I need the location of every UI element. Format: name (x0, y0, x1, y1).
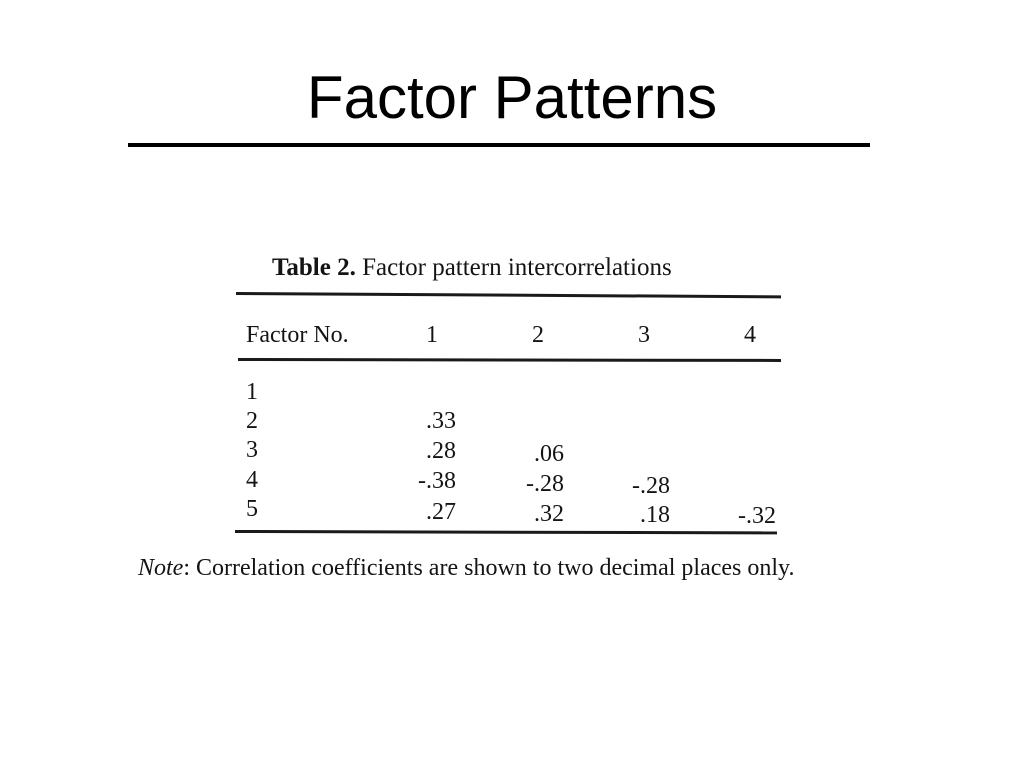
cell-r3-c1: .28 (426, 438, 456, 464)
table-bottom-rule (235, 530, 777, 534)
cell-r5-c4: -.32 (738, 503, 776, 529)
header-factor-no: Factor No. (246, 322, 349, 348)
row-label-2: 2 (246, 408, 258, 434)
cell-r2-c1: .33 (426, 408, 456, 434)
header-col-3: 3 (638, 322, 650, 348)
slide-title: Factor Patterns (306, 64, 718, 131)
table-top-rule (236, 292, 781, 298)
cell-r4-c1: -.38 (418, 468, 456, 494)
header-col-2: 2 (532, 322, 544, 348)
cell-r5-c1: .27 (426, 499, 456, 525)
table-caption (272, 250, 672, 286)
cell-r4-c3: -.28 (632, 473, 670, 499)
note-label: Note (138, 555, 184, 581)
table-header-rule (238, 358, 781, 362)
table-note (138, 551, 794, 585)
cell-r5-c3: .18 (640, 502, 670, 528)
row-label-4: 4 (246, 467, 258, 493)
cell-r3-c2: .06 (534, 441, 564, 467)
cell-r4-c2: -.28 (526, 471, 564, 497)
table-caption-text: Factor pattern intercorrelations (362, 254, 672, 281)
row-label-5: 5 (246, 496, 258, 522)
header-col-1: 1 (426, 322, 438, 348)
table-caption-label: Table 2. (272, 254, 356, 281)
header-col-4: 4 (744, 322, 756, 348)
note-text: : Correlation coefficients are shown to two decimal places only. (183, 555, 795, 581)
row-label-1: 1 (246, 379, 258, 405)
cell-r5-c2: .32 (534, 501, 564, 527)
row-label-3: 3 (246, 437, 258, 463)
